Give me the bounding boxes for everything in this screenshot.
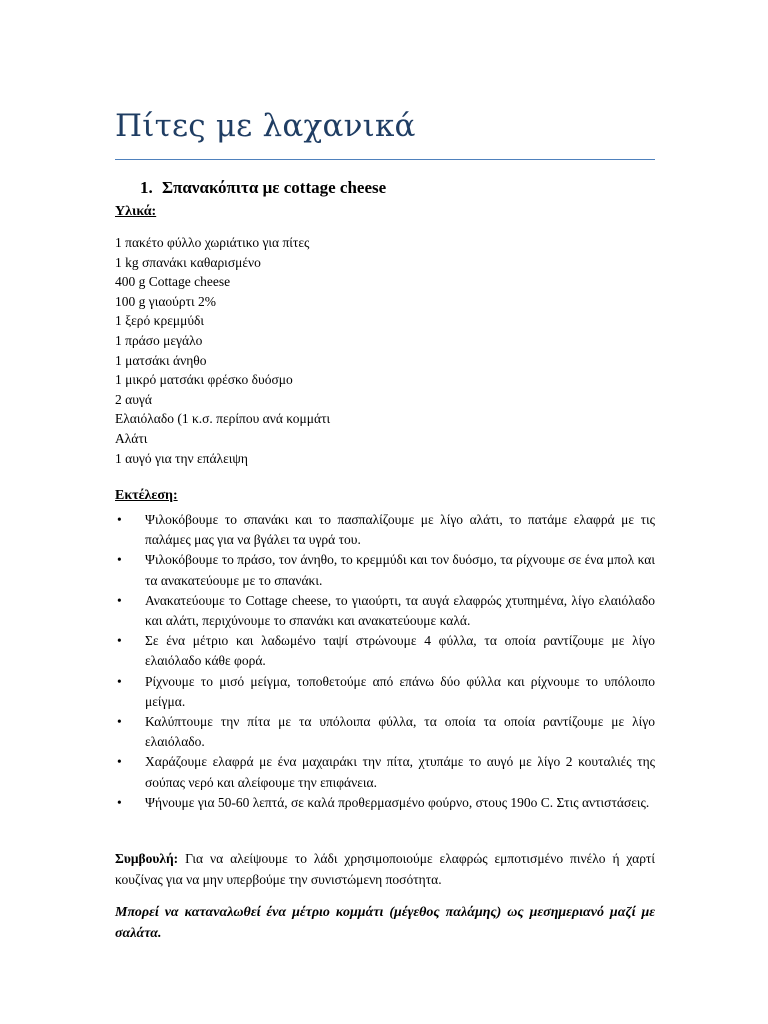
bullet-icon: •: [117, 552, 122, 568]
method-step: [115, 510, 655, 550]
step-text: Ρίχνουμε το μισό μείγμα, τοποθετούμε από επάνω δύο φύλλα και ρίχνουμε το υπόλοιπο μείγμα.: [145, 673, 655, 709]
recipe-name: Σπανακόπιτα με cottage cheese: [162, 178, 387, 197]
bullet-icon: •: [117, 592, 122, 608]
bullet-icon: •: [117, 673, 122, 689]
title-underline: [115, 159, 655, 160]
step-text: Ψιλοκόβουμε το σπανάκι και το πασπαλίζουμε με λίγο αλάτι, το πατάμε ελαφρά με τις παλάμες μας για να βγάλει τα υγρά του.: [145, 512, 655, 548]
ingredient-item: 400 g Cottage cheese: [115, 274, 231, 290]
ingredient-item: 1 kg σπανάκι καθαρισμένο: [115, 254, 261, 270]
step-text: Ψήνουμε για 50-60 λεπτά, σε καλά προθερμασμένο φούρνο, στους 190ο C. Στις αντιστάσεις.: [145, 794, 650, 810]
step-text: Ψιλοκόβουμε το πράσο, τον άνηθο, το κρεμμύδι και τον δυόσμο, τα ρίχνουμε σε ένα μπολ και τα ανακατεύουμε με το σπανάκι.: [145, 552, 655, 588]
bullet-icon: •: [117, 633, 122, 649]
recipe-heading: [140, 178, 386, 198]
ingredient-item: 1 ξερό κρεμμύδι: [115, 313, 205, 329]
method-label: Εκτέλεση:: [115, 488, 178, 503]
method-steps-list: [115, 510, 655, 813]
tip-paragraph: [115, 849, 655, 890]
ingredient-item: 2 αυγά: [115, 391, 152, 407]
step-text: Χαράζουμε ελαφρά με ένα μαχαιράκι την πίτα, χτυπάμε το αυγό με λίγο 2 κουταλιές της σούπας νερό και αλείφουμε την επιφάνεια.: [145, 754, 655, 790]
ingredient-item: 1 πακέτο φύλλο χωριάτικο για πίτες: [115, 235, 310, 250]
method-step: [115, 591, 655, 631]
tip-label: Συμβουλή:: [115, 851, 179, 866]
ingredients-label: Υλικά:: [115, 204, 157, 219]
bullet-icon: •: [117, 754, 122, 770]
method-step: [115, 631, 655, 671]
recipe-number: 1.: [140, 178, 153, 197]
method-step: [115, 712, 655, 752]
ingredient-item: 100 g γιαούρτι 2%: [115, 293, 217, 309]
ingredient-item: 1 πράσο μεγάλο: [115, 332, 203, 348]
step-text: Ανακατεύουμε το Cottage cheese, το γιαούρτι, τα αυγά ελαφρώς χτυπημένα, λίγο ελαιόλαδο και αλάτι, περιχύνουμε το σπανάκι και ανακατεύουμε καλά.: [145, 592, 655, 629]
bullet-icon: •: [117, 794, 122, 810]
serving-note: Μπορεί να καταναλωθεί ένα μέτριο κομμάτι (μέγεθος παλάμης) ως μεσημεριανό μαζί με σαλάτα.: [115, 905, 655, 941]
step-text: Σε ένα μέτριο και λαδωμένο ταψί στρώνουμε 4 φύλλα, τα οποία ραντίζουμε με λίγο ελαιόλαδο κάθε φορά.: [145, 633, 655, 669]
ingredient-item: 1 μικρό ματσάκι φρέσκο δυόσμο: [115, 372, 293, 388]
method-step: [115, 672, 655, 712]
method-step: [115, 752, 655, 792]
ingredients-list: [115, 233, 330, 468]
tip-text: Για να αλείψουμε το λάδι χρησιμοποιούμε ελαφρώς εμποτισμένο πινέλο ή χαρτί κουζίνας για να μην υπερβούμε την συνιστώμενη ποσότητα.: [115, 851, 655, 887]
method-step: [115, 793, 655, 813]
ingredient-item: 1 ματσάκι άνηθο: [115, 352, 207, 368]
bullet-icon: •: [117, 714, 122, 730]
ingredient-item: Ελαιόλαδο (1 κ.σ. περίπου ανά κομμάτι: [115, 411, 331, 427]
method-step: [115, 550, 655, 590]
bullet-icon: •: [117, 512, 122, 527]
ingredient-item: Αλάτι: [115, 430, 148, 446]
page-title: Πίτες με λαχανικά: [115, 108, 416, 144]
ingredient-item: 1 αυγό για την επάλειψη: [115, 450, 248, 466]
step-text: Καλύπτουμε την πίτα με τα υπόλοιπα φύλλα, τα οποία τα οποία ραντίζουμε με λίγο ελαιόλαδο.: [145, 714, 655, 750]
